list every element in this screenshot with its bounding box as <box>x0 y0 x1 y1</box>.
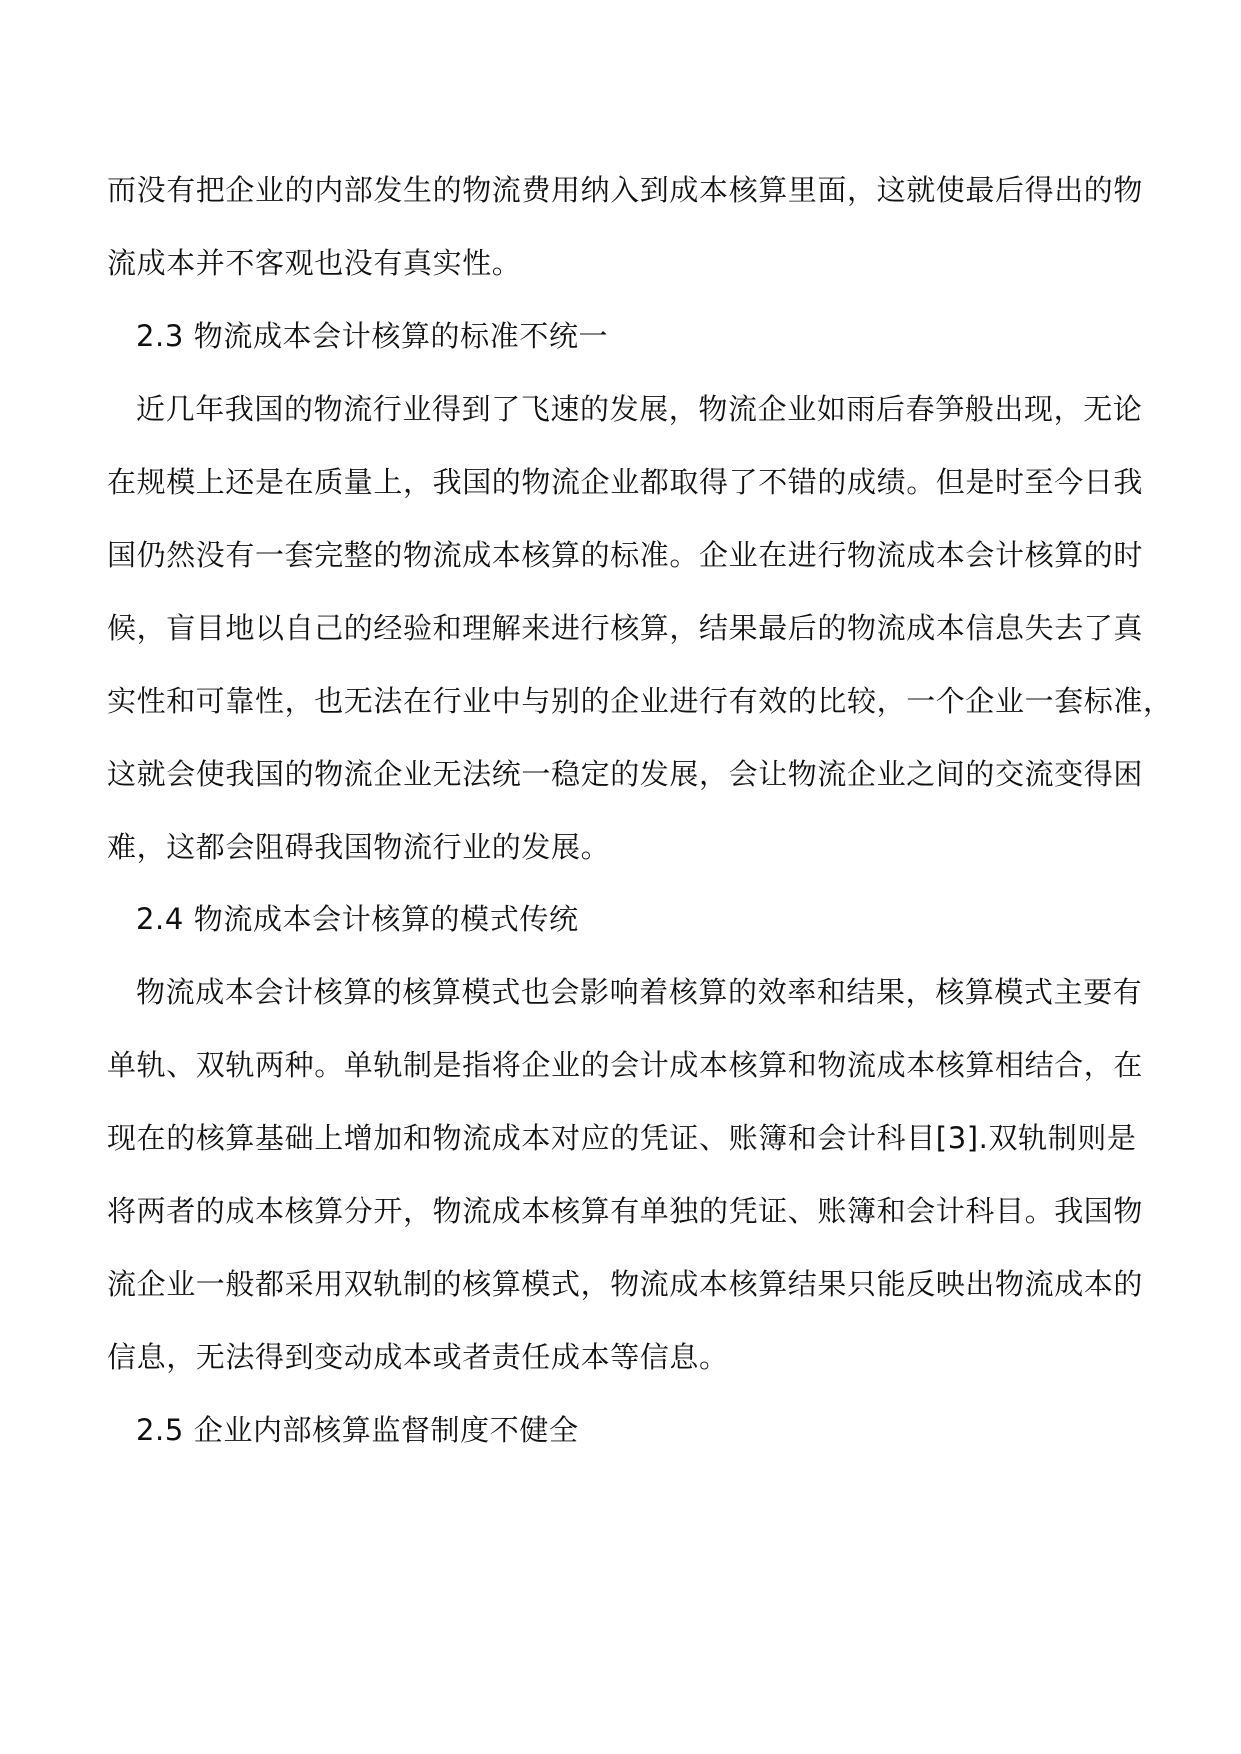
paragraph-line: 流企业一般都采用双轨制的核算模式，物流成本核算结果只能反映出物流成本的 <box>107 1267 1144 1301</box>
paragraph-line: 近几年我国的物流行业得到了飞速的发展，物流企业如雨后春笋般出现，无论 <box>136 392 1143 426</box>
paragraph-line: 流成本并不客观也没有真实性。 <box>107 246 522 280</box>
paragraph-line: 物流成本会计核算的核算模式也会影响着核算的效率和结果，核算模式主要有 <box>136 975 1143 1009</box>
paragraph-line: 候，盲目地以自己的经验和理解来进行核算，结果最后的物流成本信息失去了真 <box>107 611 1144 645</box>
paragraph-line: 而没有把企业的内部发生的物流费用纳入到成本核算里面，这就使最后得出的物 <box>107 173 1144 207</box>
paragraph-line: 实性和可靠性，也无法在行业中与别的企业进行有效的比较，一个企业一套标准， <box>107 684 1173 718</box>
section-heading-2-4: 2.4 物流成本会计核算的模式传统 <box>136 902 579 936</box>
paragraph-line: 这就会使我国的物流企业无法统一稳定的发展，会让物流企业之间的交流变得困 <box>107 757 1144 791</box>
paragraph-line: 现在的核算基础上增加和物流成本对应的凭证、账簿和会计科目[3].双轨制则是 <box>107 1121 1137 1155</box>
paragraph-line: 单轨、双轨两种。单轨制是指将企业的会计成本核算和物流成本核算相结合，在 <box>107 1048 1144 1082</box>
section-heading-2-3: 2.3 物流成本会计核算的标准不统一 <box>136 319 609 353</box>
paragraph-line: 在规模上还是在质量上，我国的物流企业都取得了不错的成绩。但是时至今日我 <box>107 465 1144 499</box>
paragraph-line: 信息，无法得到变动成本或者责任成本等信息。 <box>107 1340 729 1374</box>
paragraph-line: 难，这都会阻碍我国物流行业的发展。 <box>107 830 611 864</box>
paragraph-line: 将两者的成本核算分开，物流成本核算有单独的凭证、账簿和会计科目。我国物 <box>107 1194 1144 1228</box>
section-heading-2-5: 2.5 企业内部核算监督制度不健全 <box>136 1413 579 1447</box>
paragraph-line: 国仍然没有一套完整的物流成本核算的标准。企业在进行物流成本会计核算的时 <box>107 538 1144 572</box>
